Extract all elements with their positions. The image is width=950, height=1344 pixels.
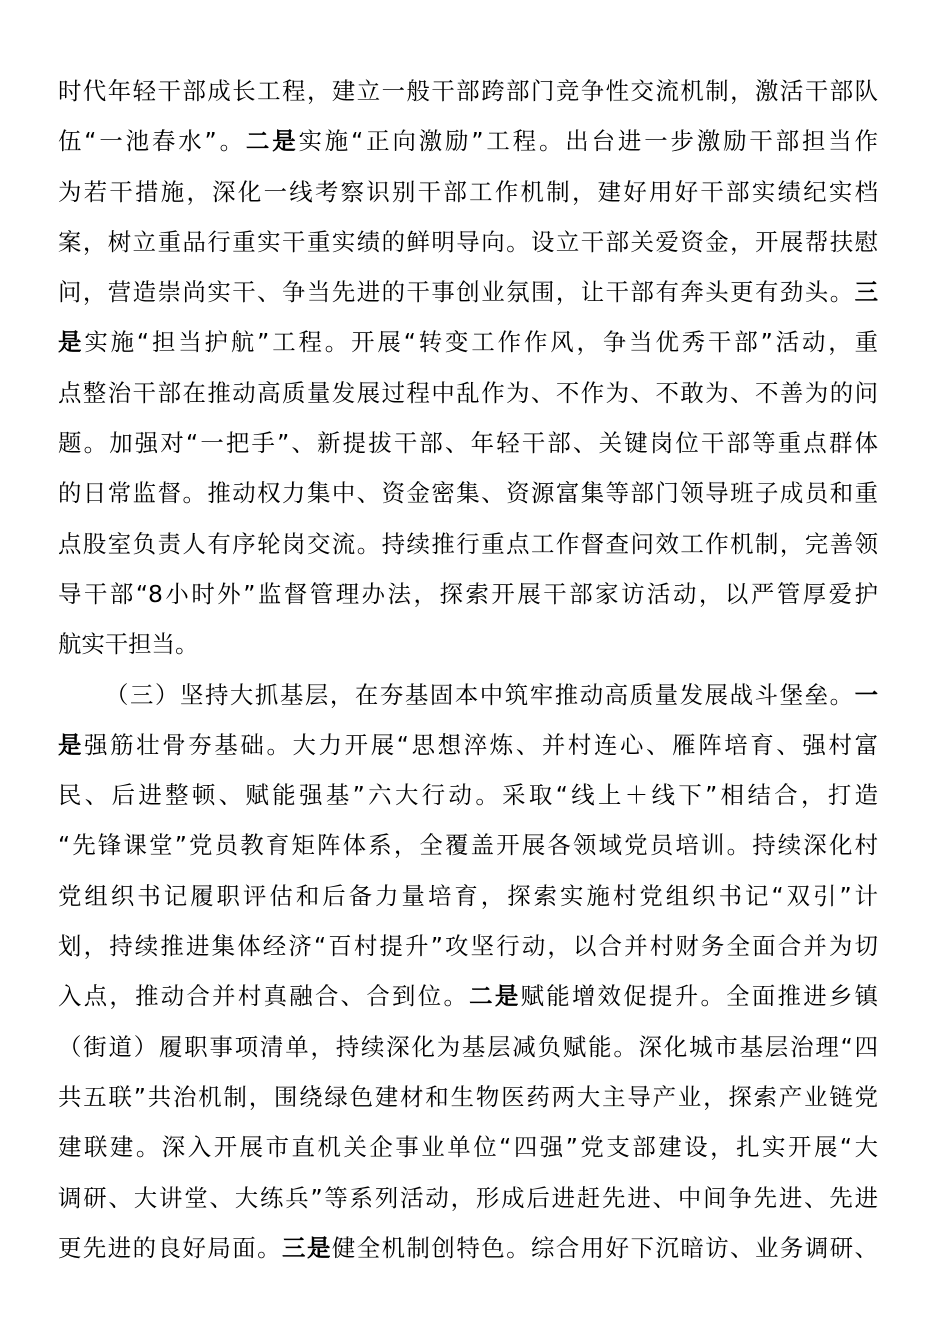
ordinal-marker: 是: [58, 730, 85, 759]
section-heading: （三）坚持大抓基层，在夯基固本中筑牢推动高质量发展战斗堡垒。: [105, 680, 855, 709]
ordinal-marker: 二是: [469, 982, 521, 1011]
ordinal-marker: 三是: [282, 1233, 332, 1262]
ordinal-marker: 二是: [245, 127, 299, 156]
text-line: 伍“一池春水”。二是实施“正向激励”工程。出台进一步激励干部担当作: [58, 127, 878, 156]
text-line: 民、后进整顿、赋能强基”六大行动。采取“线上＋线下”相结合，打造: [58, 781, 878, 810]
text-line: 党组织书记履职评估和后备力量培育，探索实施村党组织书记“双引”计: [58, 881, 878, 910]
text-line: 案，树立重品行重实干重实绩的鲜明导向。设立干部关爱资金，开展帮扶慰: [58, 227, 878, 256]
text-line: 建联建。深入开展市直机关企事业单位“四强”党支部建设，扎实开展“大: [58, 1133, 878, 1162]
text-line: 是实施“担当护航”工程。开展“转变工作作风，争当优秀干部”活动，重: [58, 328, 878, 357]
text-line: 点股室负责人有序轮岗交流。持续推行重点工作督查问效工作机制，完善领: [58, 529, 878, 558]
text-line: 为若干措施，深化一线考察识别干部工作机制，建好用好干部实绩纪实档: [58, 177, 878, 206]
text-line: 共五联”共治机制，围绕绿色建材和生物医药两大主导产业，探索产业链党: [58, 1082, 878, 1111]
text-line: 题。加强对“一把手”、新提拔干部、年轻干部、关键岗位干部等重点群体: [58, 429, 878, 458]
text-line: 的日常监督。推动权力集中、资金密集、资源富集等部门领导班子成员和重: [58, 479, 878, 508]
section-heading-line: [58, 670, 878, 720]
text-line: 问，营造崇尚实干、争当先进的干事创业氛围，让干部有奔头更有劲头。三: [58, 278, 878, 307]
ordinal-marker: 一: [854, 680, 878, 709]
text-line: 划，持续推进集体经济“百村提升”攻坚行动，以合并村财务全面合并为切: [58, 932, 878, 961]
text-line: 时代年轻干部成长工程，建立一般干部跨部门竞争性交流机制，激活干部队: [58, 77, 878, 105]
text-line: 是强筋壮骨夯基础。大力开展“思想淬炼、并村连心、雁阵培育、强村富: [58, 730, 878, 759]
text-line: 调研、大讲堂、大练兵”等系列活动，形成后进赶先进、中间争先进、先进: [58, 1183, 878, 1212]
document-page: [58, 66, 878, 1273]
text-line: 入点，推动合并村真融合、合到位。二是赋能增效促提升。全面推进乡镇: [58, 982, 878, 1011]
text-line: 更先进的良好局面。三是健全机制创特色。综合用好下沉暗访、业务调研、: [58, 1233, 878, 1262]
ordinal-marker: 三: [854, 278, 878, 307]
ordinal-marker: 是: [58, 328, 85, 357]
text-line: “先锋课堂”党员教育矩阵体系，全覆盖开展各领域党员培训。持续深化村: [58, 831, 878, 860]
text-line: 航实干担当。: [58, 630, 199, 659]
text-line: （街道）履职事项清单，持续深化为基层减负赋能。深化城市基层治理“四: [58, 1032, 878, 1061]
text-line: 导干部“8小时外”监督管理办法，探索开展干部家访活动，以严管厚爱护: [58, 579, 878, 608]
text-line: 点整治干部在推动高质量发展过程中乱作为、不作为、不敢为、不善为的问: [58, 378, 878, 407]
